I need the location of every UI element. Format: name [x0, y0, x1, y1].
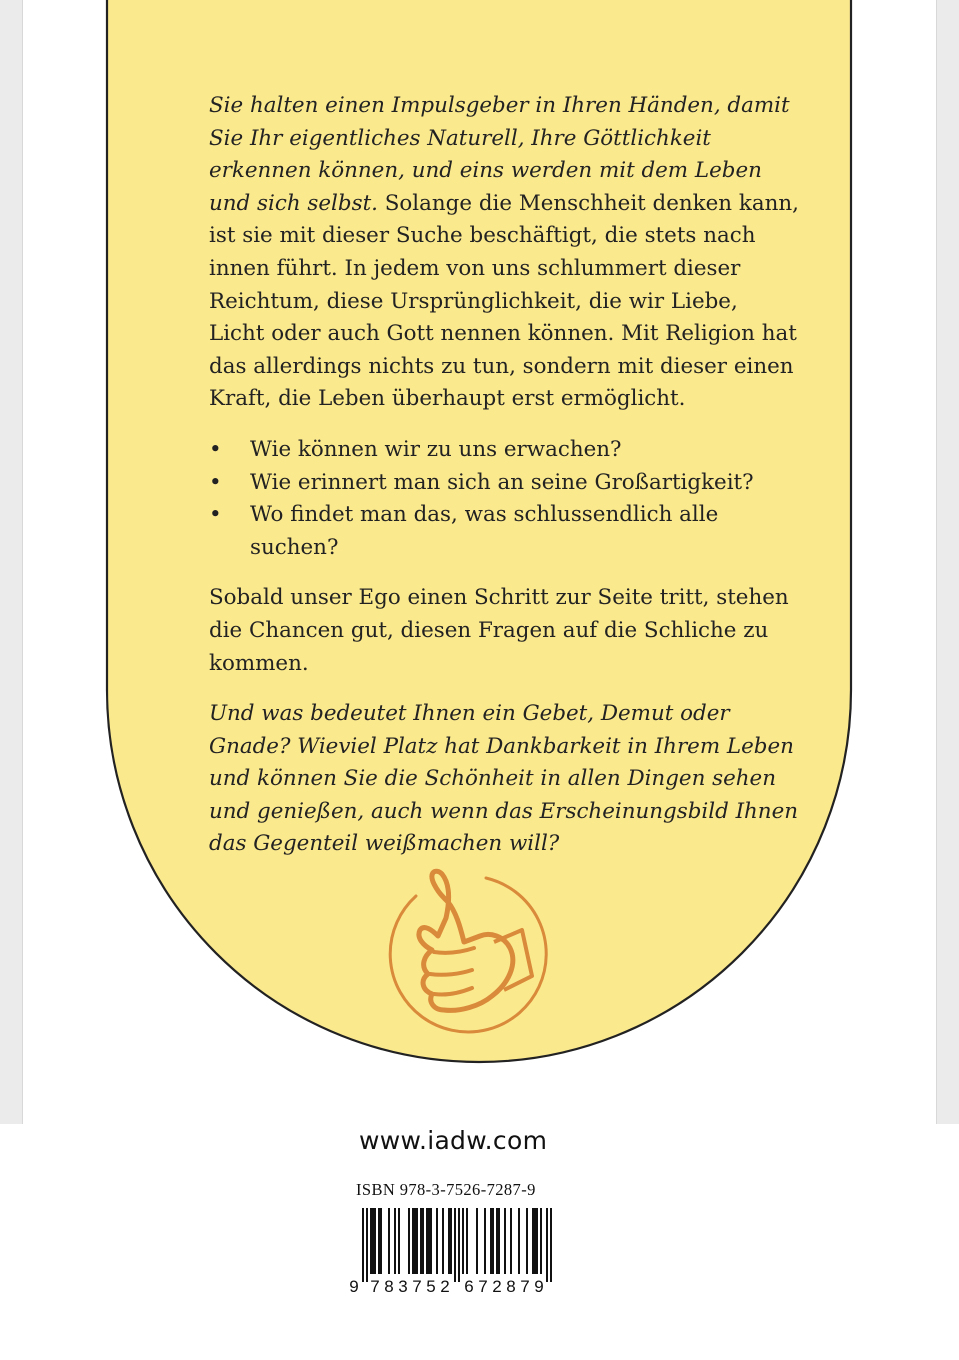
barcode-bar: [546, 1208, 548, 1282]
barcode-bar: [422, 1208, 424, 1274]
barcode-bar: [504, 1208, 506, 1274]
list-item: • Wo findet man das, was schlussendlich alle suchen?: [209, 499, 799, 564]
bullet-mark: •: [209, 436, 222, 462]
barcode-bar: [374, 1208, 376, 1274]
barcode-bar: [370, 1208, 372, 1274]
barcode-bar: [510, 1208, 512, 1274]
barcode-bar: [450, 1208, 452, 1274]
barcode-bar: [454, 1208, 456, 1282]
website-url: www.iadw.com: [359, 1126, 548, 1155]
barcode-bar: [412, 1208, 414, 1274]
barcode-bar: [498, 1208, 500, 1274]
barcode-bar: [380, 1208, 382, 1274]
barcode-bar: [378, 1208, 380, 1274]
barcode-bar: [458, 1208, 460, 1282]
barcode-digit: 9: [349, 1277, 359, 1296]
barcode-bars: [362, 1208, 552, 1282]
barcode-bar: [414, 1208, 416, 1274]
barcode-bar: [408, 1208, 410, 1274]
barcode-digit: 3: [398, 1277, 408, 1296]
barcode-bar: [534, 1208, 536, 1274]
isbn-label: ISBN 978-3-7526-7287-9: [356, 1180, 536, 1199]
isbn-barcode: [348, 1206, 562, 1298]
barcode-bar: [436, 1208, 438, 1274]
thumbs-up-icon: [376, 866, 556, 1038]
barcode-digit: 2: [492, 1277, 502, 1296]
barcode-bar: [532, 1208, 534, 1274]
barcode-bar: [366, 1208, 368, 1282]
barcode-bar: [536, 1208, 538, 1274]
middle-paragraph: Sobald unser Ego einen Schritt zur Seite tritt, stehen die Chancen gut, diesen Fragen auf die Schliche zu kommen.: [209, 585, 789, 676]
barcode-bar: [442, 1208, 444, 1274]
barcode-bar: [426, 1208, 428, 1274]
barcode-digit: 9: [534, 1277, 544, 1296]
barcode-digit: 7: [370, 1277, 380, 1296]
barcode-bar: [362, 1208, 364, 1282]
barcode-bar: [420, 1208, 422, 1274]
barcode-digit: 8: [506, 1277, 516, 1296]
list-item: • Wie können wir zu uns erwachen?: [209, 434, 799, 467]
bullet-mark: •: [209, 469, 222, 495]
barcode-digit: 8: [384, 1277, 394, 1296]
back-cover-text: [209, 90, 799, 861]
barcode-digit: 6: [464, 1277, 474, 1296]
barcode-bar: [490, 1208, 492, 1274]
barcode-bar: [430, 1208, 432, 1274]
barcode-bar: [550, 1208, 552, 1282]
barcode-bar: [492, 1208, 494, 1274]
barcode-bar: [466, 1208, 468, 1274]
barcode-bar: [496, 1208, 498, 1274]
barcode-bar: [462, 1208, 464, 1274]
barcode-bar: [388, 1208, 390, 1274]
barcode-digit: 5: [426, 1277, 436, 1296]
barcode-bar: [518, 1208, 520, 1274]
barcode-digit: 2: [440, 1277, 450, 1296]
intro-paragraph: [209, 90, 799, 416]
barcode-bar: [540, 1208, 542, 1274]
list-item: • Wie erinnert man sich an seine Großartigkeit?: [209, 467, 799, 500]
barcode-bar: [428, 1208, 430, 1274]
barcode-bar: [394, 1208, 396, 1274]
bullet-mark: •: [209, 502, 222, 528]
barcode-bar: [416, 1208, 418, 1274]
barcode-bar: [372, 1208, 374, 1274]
barcode-bar: [398, 1208, 400, 1274]
barcode-digit: 7: [478, 1277, 488, 1296]
barcode-bar: [448, 1208, 450, 1274]
intro-italic-text: Sie halten einen Impulsgeber in Ihren Händen, damit Sie Ihr eigentliches Naturell, Ihre Göttlichkeit erkennen können, und eins werden mit dem Leben und sich selbst.: [209, 93, 790, 216]
barcode-bar: [484, 1208, 486, 1274]
barcode-digit: 7: [520, 1277, 530, 1296]
intro-regular-text: Solange die Menschheit denken kann, ist sie mit dieser Suche beschäftigt, die stets nach innen führt. In jedem von uns schlummert dieser Reichtum, diese Ursprünglichkeit, die wir Liebe, Licht oder auch Gott nennen können. Mit Religion hat das allerdings nichts zu tun, sondern mit dieser einen Kraft, die Leben überhaupt erst ermöglicht.: [209, 190, 799, 412]
barcode-digits: [349, 1277, 543, 1296]
barcode-bar: [476, 1208, 478, 1274]
question-list: [209, 434, 799, 564]
barcode-digit: 7: [412, 1277, 422, 1296]
closing-paragraph: Und was bedeutet Ihnen ein Gebet, Demut oder Gnade? Wieviel Platz hat Dankbarkeit in Ihrem Leben und können Sie die Schönheit in allen Dingen sehen und genießen, auch wenn das Erscheinungsbild Ihnen das Gegenteil weißmachen will?: [209, 701, 799, 857]
barcode-bar: [526, 1208, 528, 1274]
